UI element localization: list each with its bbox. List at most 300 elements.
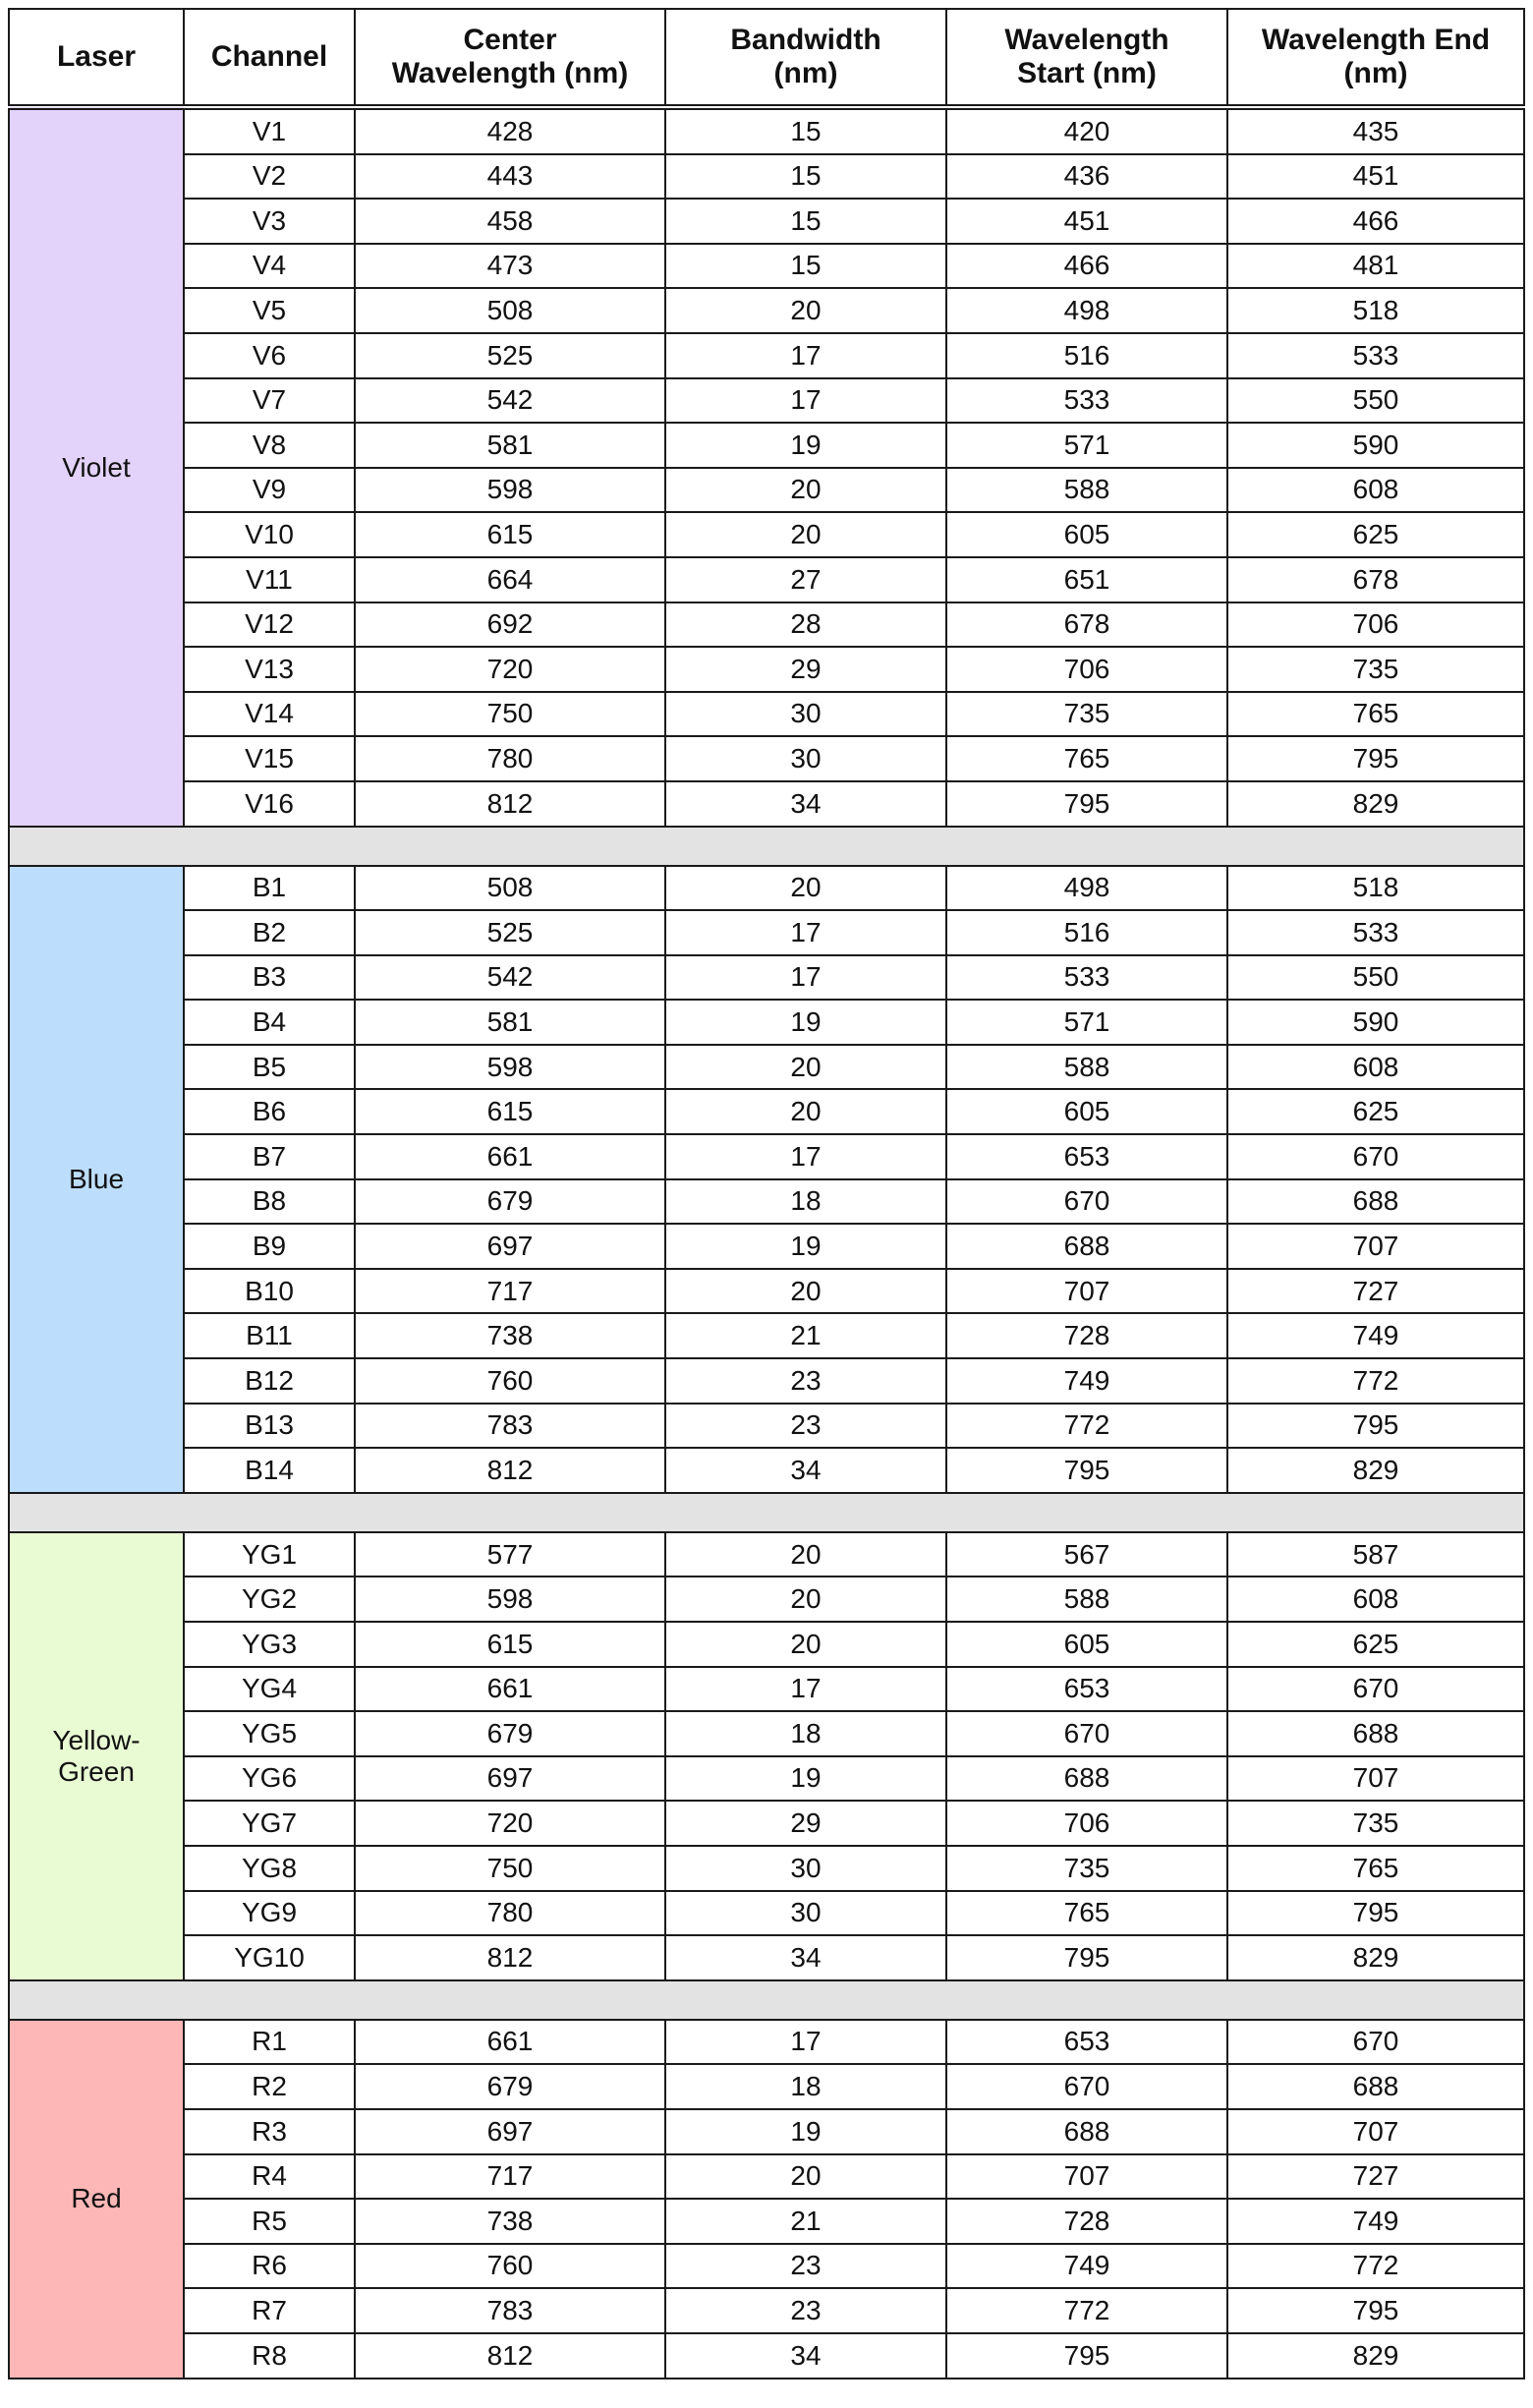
channel-cell: R8 bbox=[184, 2333, 355, 2379]
channel-cell: B8 bbox=[184, 1179, 355, 1225]
channel-cell: V7 bbox=[184, 378, 355, 424]
table-row bbox=[9, 1448, 1524, 1493]
center-wavelength-cell: 750 bbox=[355, 692, 665, 737]
channel-cell: B7 bbox=[184, 1134, 355, 1179]
wavelength-start-cell: 605 bbox=[946, 512, 1227, 557]
channel-cell: YG5 bbox=[184, 1711, 355, 1756]
wavelength-start-cell: 688 bbox=[946, 1756, 1227, 1802]
wavelength-end-cell: 688 bbox=[1227, 1179, 1524, 1225]
group-separator-row bbox=[9, 1980, 1524, 2020]
wavelength-end-cell: 706 bbox=[1227, 602, 1524, 648]
wavelength-end-cell: 765 bbox=[1227, 692, 1524, 737]
channel-cell: V15 bbox=[184, 736, 355, 781]
wavelength-end-cell: 749 bbox=[1227, 1313, 1524, 1358]
wavelength-start-cell: 728 bbox=[946, 1313, 1227, 1358]
wavelength-end-cell: 608 bbox=[1227, 1577, 1524, 1622]
wavelength-start-cell: 571 bbox=[946, 423, 1227, 468]
channel-cell: V5 bbox=[184, 288, 355, 333]
center-wavelength-cell: 717 bbox=[355, 1269, 665, 1314]
wavelength-end-cell: 795 bbox=[1227, 736, 1524, 781]
wavelength-start-cell: 571 bbox=[946, 1000, 1227, 1045]
header-row bbox=[9, 9, 1524, 107]
wavelength-start-cell: 651 bbox=[946, 557, 1227, 602]
wavelength-start-cell: 772 bbox=[946, 1404, 1227, 1449]
center-wavelength-cell: 525 bbox=[355, 333, 665, 378]
table-row bbox=[9, 1577, 1524, 1622]
wavelength-end-cell: 727 bbox=[1227, 2154, 1524, 2200]
bandwidth-cell: 20 bbox=[665, 1532, 946, 1577]
channel-cell: B10 bbox=[184, 1269, 355, 1314]
bandwidth-cell: 20 bbox=[665, 1577, 946, 1622]
wavelength-end-cell: 518 bbox=[1227, 866, 1524, 911]
wavelength-start-cell: 533 bbox=[946, 378, 1227, 424]
wavelength-end-cell: 435 bbox=[1227, 107, 1524, 154]
center-wavelength-cell: 577 bbox=[355, 1532, 665, 1577]
table-row bbox=[9, 1667, 1524, 1712]
wavelength-end-cell: 829 bbox=[1227, 1935, 1524, 1980]
wavelength-end-cell: 550 bbox=[1227, 955, 1524, 1001]
table-row bbox=[9, 2244, 1524, 2289]
wavelength-end-cell: 590 bbox=[1227, 423, 1524, 468]
center-wavelength-cell: 812 bbox=[355, 1935, 665, 1980]
channel-cell: V13 bbox=[184, 647, 355, 692]
center-wavelength-cell: 473 bbox=[355, 244, 665, 289]
laser-channel-table-container bbox=[8, 8, 1523, 2379]
header-start-line1: Wavelength bbox=[1004, 23, 1169, 56]
table-row bbox=[9, 1801, 1524, 1846]
wavelength-end-cell: 670 bbox=[1227, 1667, 1524, 1712]
table-row bbox=[9, 1269, 1524, 1314]
table-row bbox=[9, 154, 1524, 200]
wavelength-start-cell: 735 bbox=[946, 692, 1227, 737]
header-end-line2: (nm) bbox=[1343, 57, 1408, 89]
laser-channel-table bbox=[8, 8, 1525, 2379]
center-wavelength-cell: 780 bbox=[355, 736, 665, 781]
wavelength-start-cell: 749 bbox=[946, 2244, 1227, 2289]
wavelength-end-cell: 451 bbox=[1227, 154, 1524, 200]
center-wavelength-cell: 760 bbox=[355, 2244, 665, 2289]
table-row bbox=[9, 781, 1524, 827]
channel-cell: R3 bbox=[184, 2109, 355, 2154]
table-row bbox=[9, 1000, 1524, 1045]
center-wavelength-cell: 661 bbox=[355, 1667, 665, 1712]
wavelength-end-cell: 795 bbox=[1227, 2288, 1524, 2333]
center-wavelength-cell: 615 bbox=[355, 512, 665, 557]
wavelength-end-cell: 625 bbox=[1227, 1089, 1524, 1134]
wavelength-end-cell: 772 bbox=[1227, 2244, 1524, 2289]
table-row bbox=[9, 1532, 1524, 1577]
table-row bbox=[9, 1622, 1524, 1667]
wavelength-start-cell: 420 bbox=[946, 107, 1227, 154]
wavelength-start-cell: 706 bbox=[946, 1801, 1227, 1846]
wavelength-end-cell: 795 bbox=[1227, 1891, 1524, 1936]
wavelength-start-cell: 795 bbox=[946, 1448, 1227, 1493]
table-row bbox=[9, 1089, 1524, 1134]
channel-cell: B1 bbox=[184, 866, 355, 911]
channel-cell: V16 bbox=[184, 781, 355, 827]
center-wavelength-cell: 783 bbox=[355, 1404, 665, 1449]
channel-cell: B6 bbox=[184, 1089, 355, 1134]
wavelength-end-cell: 625 bbox=[1227, 512, 1524, 557]
wavelength-end-cell: 707 bbox=[1227, 1756, 1524, 1802]
channel-cell: R4 bbox=[184, 2154, 355, 2200]
group-separator bbox=[9, 827, 1524, 866]
bandwidth-cell: 28 bbox=[665, 602, 946, 648]
bandwidth-cell: 17 bbox=[665, 1134, 946, 1179]
channel-cell: B4 bbox=[184, 1000, 355, 1045]
laser-group-label: Blue bbox=[9, 866, 184, 1493]
center-wavelength-cell: 738 bbox=[355, 2199, 665, 2244]
center-wavelength-cell: 542 bbox=[355, 378, 665, 424]
bandwidth-cell: 30 bbox=[665, 736, 946, 781]
table-row bbox=[9, 647, 1524, 692]
bandwidth-cell: 23 bbox=[665, 1358, 946, 1404]
center-wavelength-cell: 581 bbox=[355, 423, 665, 468]
header-laser bbox=[9, 9, 184, 107]
bandwidth-cell: 21 bbox=[665, 1313, 946, 1358]
table-row bbox=[9, 333, 1524, 378]
channel-cell: R7 bbox=[184, 2288, 355, 2333]
channel-cell: YG10 bbox=[184, 1935, 355, 1980]
wavelength-start-cell: 653 bbox=[946, 1134, 1227, 1179]
channel-cell: B14 bbox=[184, 1448, 355, 1493]
wavelength-end-cell: 765 bbox=[1227, 1846, 1524, 1891]
center-wavelength-cell: 615 bbox=[355, 1622, 665, 1667]
center-wavelength-cell: 697 bbox=[355, 1224, 665, 1269]
bandwidth-cell: 20 bbox=[665, 1269, 946, 1314]
wavelength-end-cell: 707 bbox=[1227, 2109, 1524, 2154]
wavelength-start-cell: 588 bbox=[946, 468, 1227, 513]
wavelength-start-cell: 688 bbox=[946, 2109, 1227, 2154]
table-row bbox=[9, 244, 1524, 289]
wavelength-end-cell: 587 bbox=[1227, 1532, 1524, 1577]
center-wavelength-cell: 615 bbox=[355, 1089, 665, 1134]
header-center-wavelength bbox=[355, 9, 665, 107]
wavelength-end-cell: 533 bbox=[1227, 910, 1524, 955]
channel-cell: YG2 bbox=[184, 1577, 355, 1622]
wavelength-end-cell: 688 bbox=[1227, 2064, 1524, 2109]
wavelength-start-cell: 735 bbox=[946, 1846, 1227, 1891]
bandwidth-cell: 19 bbox=[665, 423, 946, 468]
bandwidth-cell: 30 bbox=[665, 692, 946, 737]
group-separator-row bbox=[9, 827, 1524, 866]
bandwidth-cell: 34 bbox=[665, 1935, 946, 1980]
header-wavelength-start bbox=[946, 9, 1227, 107]
header-bandwidth bbox=[665, 9, 946, 107]
bandwidth-cell: 15 bbox=[665, 154, 946, 200]
table-row bbox=[9, 1756, 1524, 1802]
wavelength-end-cell: 829 bbox=[1227, 2333, 1524, 2379]
laser-group-label: Yellow-Green bbox=[9, 1532, 184, 1980]
channel-cell: R6 bbox=[184, 2244, 355, 2289]
channel-cell: YG1 bbox=[184, 1532, 355, 1577]
wavelength-end-cell: 625 bbox=[1227, 1622, 1524, 1667]
bandwidth-cell: 20 bbox=[665, 1089, 946, 1134]
channel-cell: B9 bbox=[184, 1224, 355, 1269]
bandwidth-cell: 19 bbox=[665, 1224, 946, 1269]
wavelength-end-cell: 688 bbox=[1227, 1711, 1524, 1756]
table-row bbox=[9, 423, 1524, 468]
bandwidth-cell: 27 bbox=[665, 557, 946, 602]
center-wavelength-cell: 697 bbox=[355, 1756, 665, 1802]
table-row bbox=[9, 1134, 1524, 1179]
table-row bbox=[9, 2199, 1524, 2244]
center-wavelength-cell: 697 bbox=[355, 2109, 665, 2154]
group-separator bbox=[9, 1980, 1524, 2020]
wavelength-end-cell: 608 bbox=[1227, 468, 1524, 513]
wavelength-start-cell: 795 bbox=[946, 1935, 1227, 1980]
table-row bbox=[9, 2064, 1524, 2109]
wavelength-start-cell: 567 bbox=[946, 1532, 1227, 1577]
wavelength-start-cell: 706 bbox=[946, 647, 1227, 692]
center-wavelength-cell: 581 bbox=[355, 1000, 665, 1045]
channel-cell: R2 bbox=[184, 2064, 355, 2109]
bandwidth-cell: 20 bbox=[665, 288, 946, 333]
wavelength-start-cell: 765 bbox=[946, 736, 1227, 781]
bandwidth-cell: 20 bbox=[665, 1622, 946, 1667]
header-end-line1: Wavelength End bbox=[1261, 23, 1491, 56]
bandwidth-cell: 34 bbox=[665, 781, 946, 827]
header-bandwidth-line1: Bandwidth bbox=[730, 23, 881, 56]
center-wavelength-cell: 720 bbox=[355, 647, 665, 692]
header-center-line2: Wavelength (nm) bbox=[391, 57, 629, 89]
channel-cell: V3 bbox=[184, 199, 355, 244]
channel-cell: YG7 bbox=[184, 1801, 355, 1846]
channel-cell: V8 bbox=[184, 423, 355, 468]
center-wavelength-cell: 508 bbox=[355, 866, 665, 911]
wavelength-start-cell: 670 bbox=[946, 1179, 1227, 1225]
wavelength-end-cell: 749 bbox=[1227, 2199, 1524, 2244]
center-wavelength-cell: 780 bbox=[355, 1891, 665, 1936]
table-row bbox=[9, 1358, 1524, 1404]
wavelength-start-cell: 498 bbox=[946, 866, 1227, 911]
bandwidth-cell: 18 bbox=[665, 1711, 946, 1756]
channel-cell: V4 bbox=[184, 244, 355, 289]
channel-cell: B5 bbox=[184, 1045, 355, 1090]
bandwidth-cell: 34 bbox=[665, 1448, 946, 1493]
wavelength-end-cell: 481 bbox=[1227, 244, 1524, 289]
table-row bbox=[9, 1179, 1524, 1225]
header-channel bbox=[184, 9, 355, 107]
center-wavelength-cell: 598 bbox=[355, 468, 665, 513]
table-row bbox=[9, 910, 1524, 955]
bandwidth-cell: 20 bbox=[665, 468, 946, 513]
bandwidth-cell: 15 bbox=[665, 199, 946, 244]
laser-group-label: Red bbox=[9, 2020, 184, 2379]
channel-cell: V6 bbox=[184, 333, 355, 378]
wavelength-end-cell: 727 bbox=[1227, 1269, 1524, 1314]
channel-cell: YG8 bbox=[184, 1846, 355, 1891]
center-wavelength-cell: 750 bbox=[355, 1846, 665, 1891]
bandwidth-cell: 19 bbox=[665, 1756, 946, 1802]
channel-cell: YG4 bbox=[184, 1667, 355, 1712]
channel-cell: V14 bbox=[184, 692, 355, 737]
bandwidth-cell: 21 bbox=[665, 2199, 946, 2244]
wavelength-start-cell: 795 bbox=[946, 2333, 1227, 2379]
wavelength-end-cell: 466 bbox=[1227, 199, 1524, 244]
wavelength-start-cell: 588 bbox=[946, 1045, 1227, 1090]
table-row bbox=[9, 2154, 1524, 2200]
channel-cell: B2 bbox=[184, 910, 355, 955]
wavelength-start-cell: 516 bbox=[946, 910, 1227, 955]
bandwidth-cell: 34 bbox=[665, 2333, 946, 2379]
bandwidth-cell: 23 bbox=[665, 2244, 946, 2289]
wavelength-start-cell: 498 bbox=[946, 288, 1227, 333]
wavelength-end-cell: 670 bbox=[1227, 2020, 1524, 2065]
bandwidth-cell: 15 bbox=[665, 244, 946, 289]
center-wavelength-cell: 760 bbox=[355, 1358, 665, 1404]
bandwidth-cell: 29 bbox=[665, 1801, 946, 1846]
wavelength-end-cell: 608 bbox=[1227, 1045, 1524, 1090]
wavelength-end-cell: 678 bbox=[1227, 557, 1524, 602]
channel-cell: B12 bbox=[184, 1358, 355, 1404]
bandwidth-cell: 19 bbox=[665, 2109, 946, 2154]
channel-cell: V11 bbox=[184, 557, 355, 602]
table-row bbox=[9, 2288, 1524, 2333]
table-row bbox=[9, 866, 1524, 911]
bandwidth-cell: 17 bbox=[665, 333, 946, 378]
bandwidth-cell: 23 bbox=[665, 1404, 946, 1449]
wavelength-start-cell: 670 bbox=[946, 1711, 1227, 1756]
bandwidth-cell: 18 bbox=[665, 2064, 946, 2109]
group-separator bbox=[9, 1493, 1524, 1532]
table-row bbox=[9, 1711, 1524, 1756]
wavelength-start-cell: 728 bbox=[946, 2199, 1227, 2244]
wavelength-start-cell: 678 bbox=[946, 602, 1227, 648]
bandwidth-cell: 18 bbox=[665, 1179, 946, 1225]
wavelength-start-cell: 795 bbox=[946, 781, 1227, 827]
table-body bbox=[9, 107, 1524, 2379]
center-wavelength-cell: 598 bbox=[355, 1045, 665, 1090]
channel-cell: YG9 bbox=[184, 1891, 355, 1936]
wavelength-start-cell: 707 bbox=[946, 1269, 1227, 1314]
table-row bbox=[9, 1224, 1524, 1269]
bandwidth-cell: 17 bbox=[665, 2020, 946, 2065]
wavelength-start-cell: 749 bbox=[946, 1358, 1227, 1404]
header-center-line1: Center bbox=[463, 23, 557, 56]
center-wavelength-cell: 542 bbox=[355, 955, 665, 1001]
table-row bbox=[9, 1846, 1524, 1891]
bandwidth-cell: 17 bbox=[665, 1667, 946, 1712]
center-wavelength-cell: 812 bbox=[355, 781, 665, 827]
table-row bbox=[9, 1935, 1524, 1980]
table-row bbox=[9, 557, 1524, 602]
table-row bbox=[9, 107, 1524, 154]
channel-cell: V2 bbox=[184, 154, 355, 200]
wavelength-start-cell: 653 bbox=[946, 2020, 1227, 2065]
wavelength-end-cell: 590 bbox=[1227, 1000, 1524, 1045]
channel-cell: B3 bbox=[184, 955, 355, 1001]
channel-cell: V10 bbox=[184, 512, 355, 557]
bandwidth-cell: 20 bbox=[665, 1045, 946, 1090]
header-channel-label: Channel bbox=[210, 39, 328, 73]
table-row bbox=[9, 1891, 1524, 1936]
header-laser-label: Laser bbox=[56, 39, 137, 73]
wavelength-start-cell: 533 bbox=[946, 955, 1227, 1001]
header-start-line2: Start (nm) bbox=[1017, 57, 1157, 89]
wavelength-start-cell: 707 bbox=[946, 2154, 1227, 2200]
channel-cell: R5 bbox=[184, 2199, 355, 2244]
center-wavelength-cell: 738 bbox=[355, 1313, 665, 1358]
bandwidth-cell: 19 bbox=[665, 1000, 946, 1045]
wavelength-end-cell: 795 bbox=[1227, 1404, 1524, 1449]
center-wavelength-cell: 443 bbox=[355, 154, 665, 200]
channel-cell: YG3 bbox=[184, 1622, 355, 1667]
wavelength-end-cell: 772 bbox=[1227, 1358, 1524, 1404]
header-wavelength-end bbox=[1227, 9, 1524, 107]
table-row bbox=[9, 288, 1524, 333]
center-wavelength-cell: 598 bbox=[355, 1577, 665, 1622]
bandwidth-cell: 20 bbox=[665, 866, 946, 911]
bandwidth-cell: 20 bbox=[665, 512, 946, 557]
header-bandwidth-line2: (nm) bbox=[773, 57, 838, 89]
wavelength-end-cell: 829 bbox=[1227, 1448, 1524, 1493]
center-wavelength-cell: 428 bbox=[355, 107, 665, 154]
wavelength-start-cell: 588 bbox=[946, 1577, 1227, 1622]
center-wavelength-cell: 664 bbox=[355, 557, 665, 602]
table-row bbox=[9, 2020, 1524, 2065]
laser-group-label: Violet bbox=[9, 107, 184, 827]
wavelength-start-cell: 451 bbox=[946, 199, 1227, 244]
center-wavelength-cell: 692 bbox=[355, 602, 665, 648]
bandwidth-cell: 17 bbox=[665, 955, 946, 1001]
wavelength-start-cell: 605 bbox=[946, 1622, 1227, 1667]
center-wavelength-cell: 525 bbox=[355, 910, 665, 955]
wavelength-end-cell: 707 bbox=[1227, 1224, 1524, 1269]
wavelength-start-cell: 765 bbox=[946, 1891, 1227, 1936]
channel-cell: V1 bbox=[184, 107, 355, 154]
wavelength-end-cell: 735 bbox=[1227, 1801, 1524, 1846]
table-row bbox=[9, 1404, 1524, 1449]
wavelength-end-cell: 670 bbox=[1227, 1134, 1524, 1179]
bandwidth-cell: 23 bbox=[665, 2288, 946, 2333]
channel-cell: R1 bbox=[184, 2020, 355, 2065]
table-row bbox=[9, 378, 1524, 424]
center-wavelength-cell: 679 bbox=[355, 1179, 665, 1225]
wavelength-start-cell: 653 bbox=[946, 1667, 1227, 1712]
bandwidth-cell: 15 bbox=[665, 107, 946, 154]
wavelength-end-cell: 550 bbox=[1227, 378, 1524, 424]
bandwidth-cell: 30 bbox=[665, 1846, 946, 1891]
center-wavelength-cell: 812 bbox=[355, 1448, 665, 1493]
table-row bbox=[9, 2333, 1524, 2379]
wavelength-start-cell: 772 bbox=[946, 2288, 1227, 2333]
bandwidth-cell: 30 bbox=[665, 1891, 946, 1936]
bandwidth-cell: 17 bbox=[665, 378, 946, 424]
channel-cell: B13 bbox=[184, 1404, 355, 1449]
center-wavelength-cell: 458 bbox=[355, 199, 665, 244]
wavelength-start-cell: 605 bbox=[946, 1089, 1227, 1134]
center-wavelength-cell: 679 bbox=[355, 1711, 665, 1756]
table-row bbox=[9, 1045, 1524, 1090]
wavelength-end-cell: 533 bbox=[1227, 333, 1524, 378]
wavelength-end-cell: 735 bbox=[1227, 647, 1524, 692]
channel-cell: V12 bbox=[184, 602, 355, 648]
bandwidth-cell: 29 bbox=[665, 647, 946, 692]
wavelength-start-cell: 466 bbox=[946, 244, 1227, 289]
table-row bbox=[9, 199, 1524, 244]
channel-cell: V9 bbox=[184, 468, 355, 513]
table-row bbox=[9, 2109, 1524, 2154]
table-row bbox=[9, 512, 1524, 557]
center-wavelength-cell: 783 bbox=[355, 2288, 665, 2333]
table-row bbox=[9, 955, 1524, 1001]
center-wavelength-cell: 720 bbox=[355, 1801, 665, 1846]
table-row bbox=[9, 736, 1524, 781]
center-wavelength-cell: 717 bbox=[355, 2154, 665, 2200]
table-row bbox=[9, 692, 1524, 737]
channel-cell: YG6 bbox=[184, 1756, 355, 1802]
